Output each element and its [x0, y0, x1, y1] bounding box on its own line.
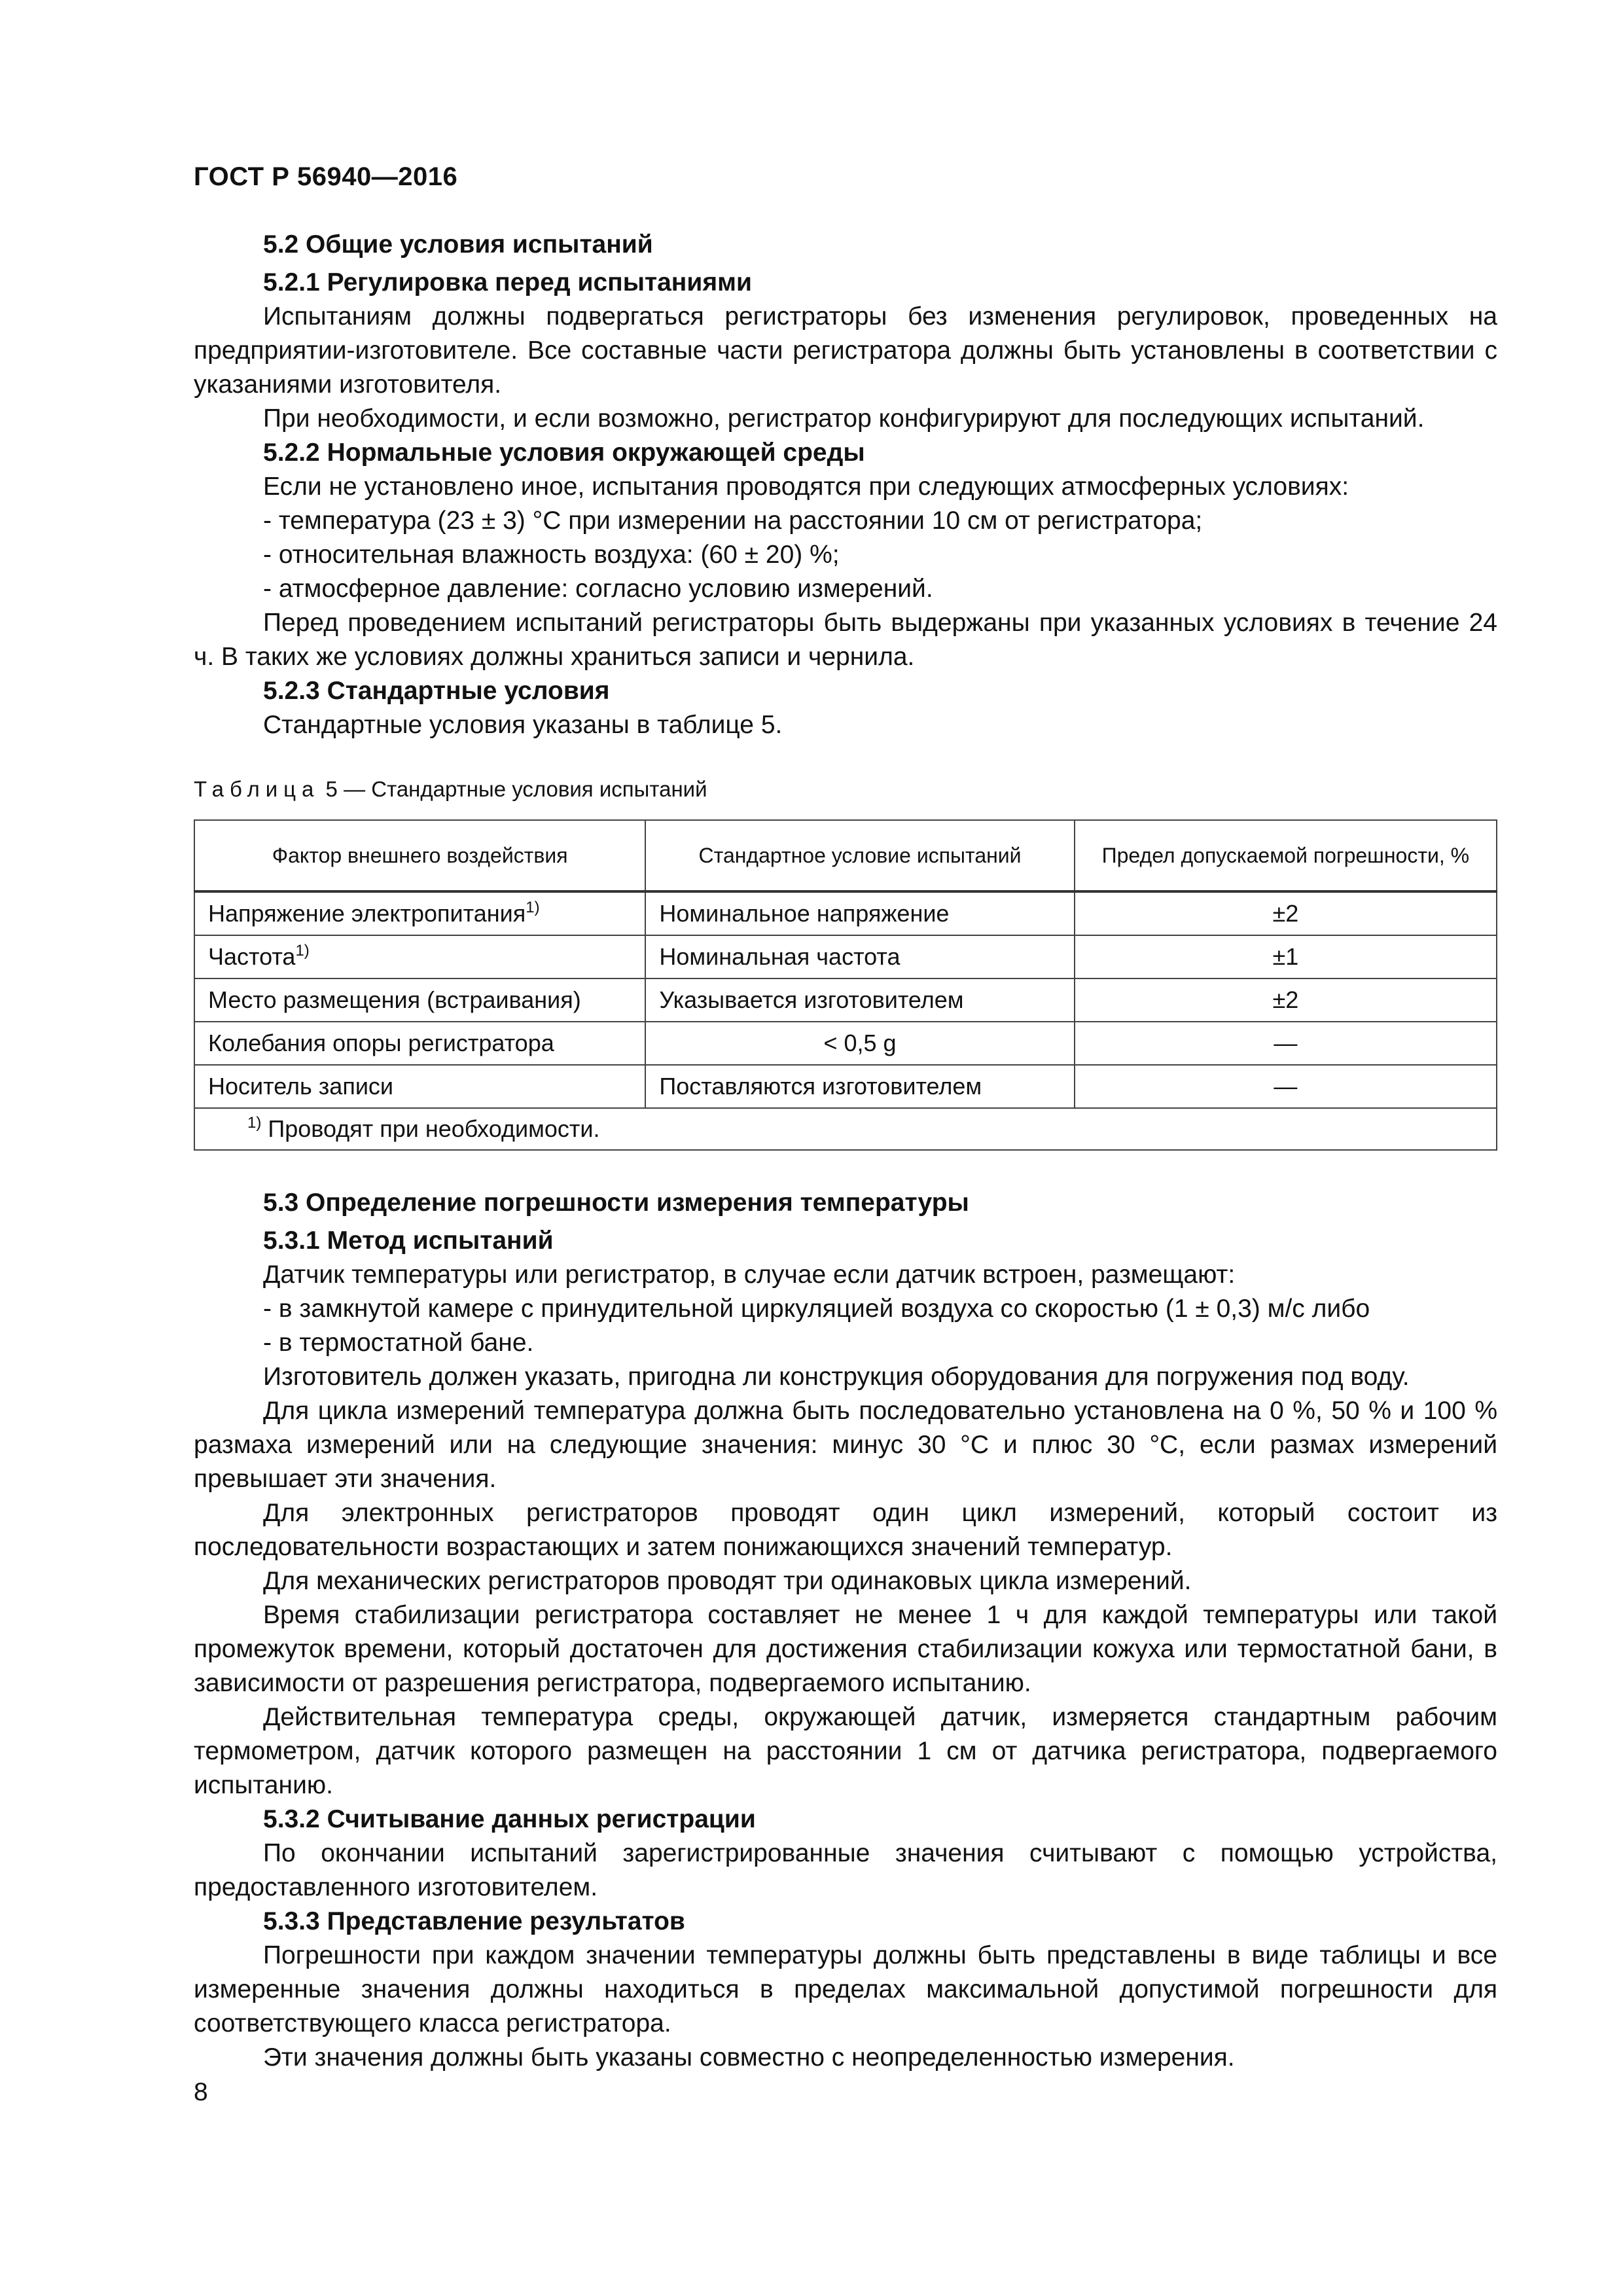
cell-factor-text: Напряжение электропитания: [208, 900, 526, 927]
table-row: [194, 1022, 1497, 1065]
section-5-3-3-title: 5.3.3 Представление результатов: [263, 1907, 685, 1935]
cell-limit: ±2: [1075, 891, 1497, 935]
section-5-2-1-title: 5.2.1 Регулировка перед испытаниями: [263, 268, 752, 296]
section-5-3-2-title: 5.3.2 Считывание данных регистрации: [263, 1805, 756, 1833]
column-header-limit: Предел допускаемой погрешности, %: [1075, 820, 1497, 891]
cell-condition: < 0,5 g: [645, 1022, 1074, 1065]
footnote-text: Проводят при необходимости.: [261, 1115, 600, 1142]
paragraph: По окончании испытаний зарегистрированные значения считывают с помощью устройства, предоставленного изготовителем.: [194, 1839, 1497, 1901]
section-5-2-2-title: 5.2.2 Нормальные условия окружающей среды: [263, 439, 865, 467]
footnote-ref: 1): [295, 942, 310, 960]
section-5-3-title: 5.3 Определение погрешности измерения температуры: [263, 1189, 969, 1217]
table-caption-word: Таблица: [194, 777, 320, 801]
cell-factor: Место размещения (встраивания): [194, 978, 645, 1022]
column-header-factor: Фактор внешнего воздействия: [194, 820, 645, 891]
paragraph: Эти значения должны быть указаны совместно с неопределенностью измерения.: [263, 2043, 1235, 2072]
section-5-2-3-title: 5.2.3 Стандартные условия: [263, 677, 610, 705]
cell-condition: Номинальное напряжение: [645, 891, 1074, 935]
list-item: - атмосферное давление: согласно условию измерений.: [263, 575, 933, 603]
paragraph: Перед проведением испытаний регистраторы быть выдержаны при указанных условиях в течение 24 ч. В таких же условиях должны храниться записи и чернила.: [194, 609, 1497, 671]
cell-condition: Указывается изготовителем: [645, 978, 1074, 1022]
table-caption: [194, 776, 1497, 802]
list-item: - температура (23 ± 3) °С при измерении на расстоянии 10 см от регистратора;: [263, 507, 1203, 535]
paragraph: Погрешности при каждом значении температуры должны быть представлены в виде таблицы и все измеренные значения должны находиться в пределах максимальной допустимой погрешности для соответствующего класса регистратора.: [194, 1941, 1497, 2037]
document-body: [194, 228, 1497, 2075]
paragraph: Действительная температура среды, окружающей датчик, измеряется стандартным рабочим термометром, датчик которого размещен на расстоянии 1 см от датчика регистратора, подвергаемого испытанию.: [194, 1703, 1497, 1799]
paragraph: Стандартные условия указаны в таблице 5.: [263, 711, 783, 739]
paragraph: Изготовитель должен указать, пригодна ли конструкция оборудования для погружения под воду.: [263, 1363, 1410, 1391]
section-5-2-title: 5.2 Общие условия испытаний: [263, 230, 653, 259]
paragraph: При необходимости, и если возможно, регистратор конфигурируют для последующих испытаний.: [263, 404, 1425, 433]
cell-factor: Носитель записи: [194, 1065, 645, 1108]
cell-factor: [194, 935, 645, 978]
cell-limit: ±1: [1075, 935, 1497, 978]
cell-limit: ±2: [1075, 978, 1497, 1022]
list-item: - относительная влажность воздуха: (60 ± 20) %;: [263, 541, 840, 569]
cell-factor: Колебания опоры регистратора: [194, 1022, 645, 1065]
list-item: - в термостатной бане.: [263, 1329, 534, 1357]
standard-conditions-table: [194, 819, 1497, 1151]
column-header-condition: Стандартное условие испытаний: [645, 820, 1074, 891]
paragraph: Для механических регистраторов проводят три одинаковых цикла измерений.: [263, 1567, 1192, 1595]
cell-factor-text: Частота: [208, 943, 296, 970]
table-caption-text: 5 — Стандартные условия испытаний: [319, 777, 707, 801]
table-row: [194, 978, 1497, 1022]
page-number: 8: [194, 2078, 208, 2106]
paragraph: Время стабилизации регистратора составляет не менее 1 ч для каждой температуры или такой промежуток времени, который достаточен для достижения стабилизации кожуха или термостатной бани, в зависимости от разрешения регистратора, подвергаемого испытанию.: [194, 1601, 1497, 1697]
paragraph: Для цикла измерений температура должна быть последовательно установлена на 0 %, 50 % и 100 % размаха измерений или на следующие значения: минус 30 °С и плюс 30 °С, если размах измерений превышает эти значения.: [194, 1397, 1497, 1493]
table-header-row: [194, 820, 1497, 891]
cell-limit: —: [1075, 1022, 1497, 1065]
paragraph: Если не установлено иное, испытания проводятся при следующих атмосферных условиях:: [263, 473, 1349, 501]
table-row: [194, 891, 1497, 935]
paragraph: Испытаниям должны подвергаться регистраторы без изменения регулировок, проведенных на предприятии-изготовителе. Все составные части регистратора должны быть установлены в соответствии с указаниями изготовителя.: [194, 302, 1497, 399]
table-row: [194, 935, 1497, 978]
cell-factor: [194, 891, 645, 935]
footnote-ref: 1): [526, 899, 540, 916]
cell-condition: Поставляются изготовителем: [645, 1065, 1074, 1108]
table-row: [194, 1065, 1497, 1108]
paragraph: Датчик температуры или регистратор, в случае если датчик встроен, размещают:: [263, 1261, 1236, 1289]
cell-limit: —: [1075, 1065, 1497, 1108]
document-header: ГОСТ Р 56940—2016: [194, 162, 458, 191]
paragraph: Для электронных регистраторов проводят один цикл измерений, который состоит из последовательности возрастающих и затем понижающихся значений температур.: [194, 1499, 1497, 1561]
list-item: - в замкнутой камере с принудительной циркуляцией воздуха со скоростью (1 ± 0,3) м/с либо: [263, 1295, 1370, 1323]
table-note-row: [194, 1108, 1497, 1150]
table-footnote: [194, 1108, 1497, 1150]
cell-condition: Номинальная частота: [645, 935, 1074, 978]
footnote-mark: 1): [247, 1114, 262, 1132]
section-5-3-1-title: 5.3.1 Метод испытаний: [263, 1227, 554, 1255]
